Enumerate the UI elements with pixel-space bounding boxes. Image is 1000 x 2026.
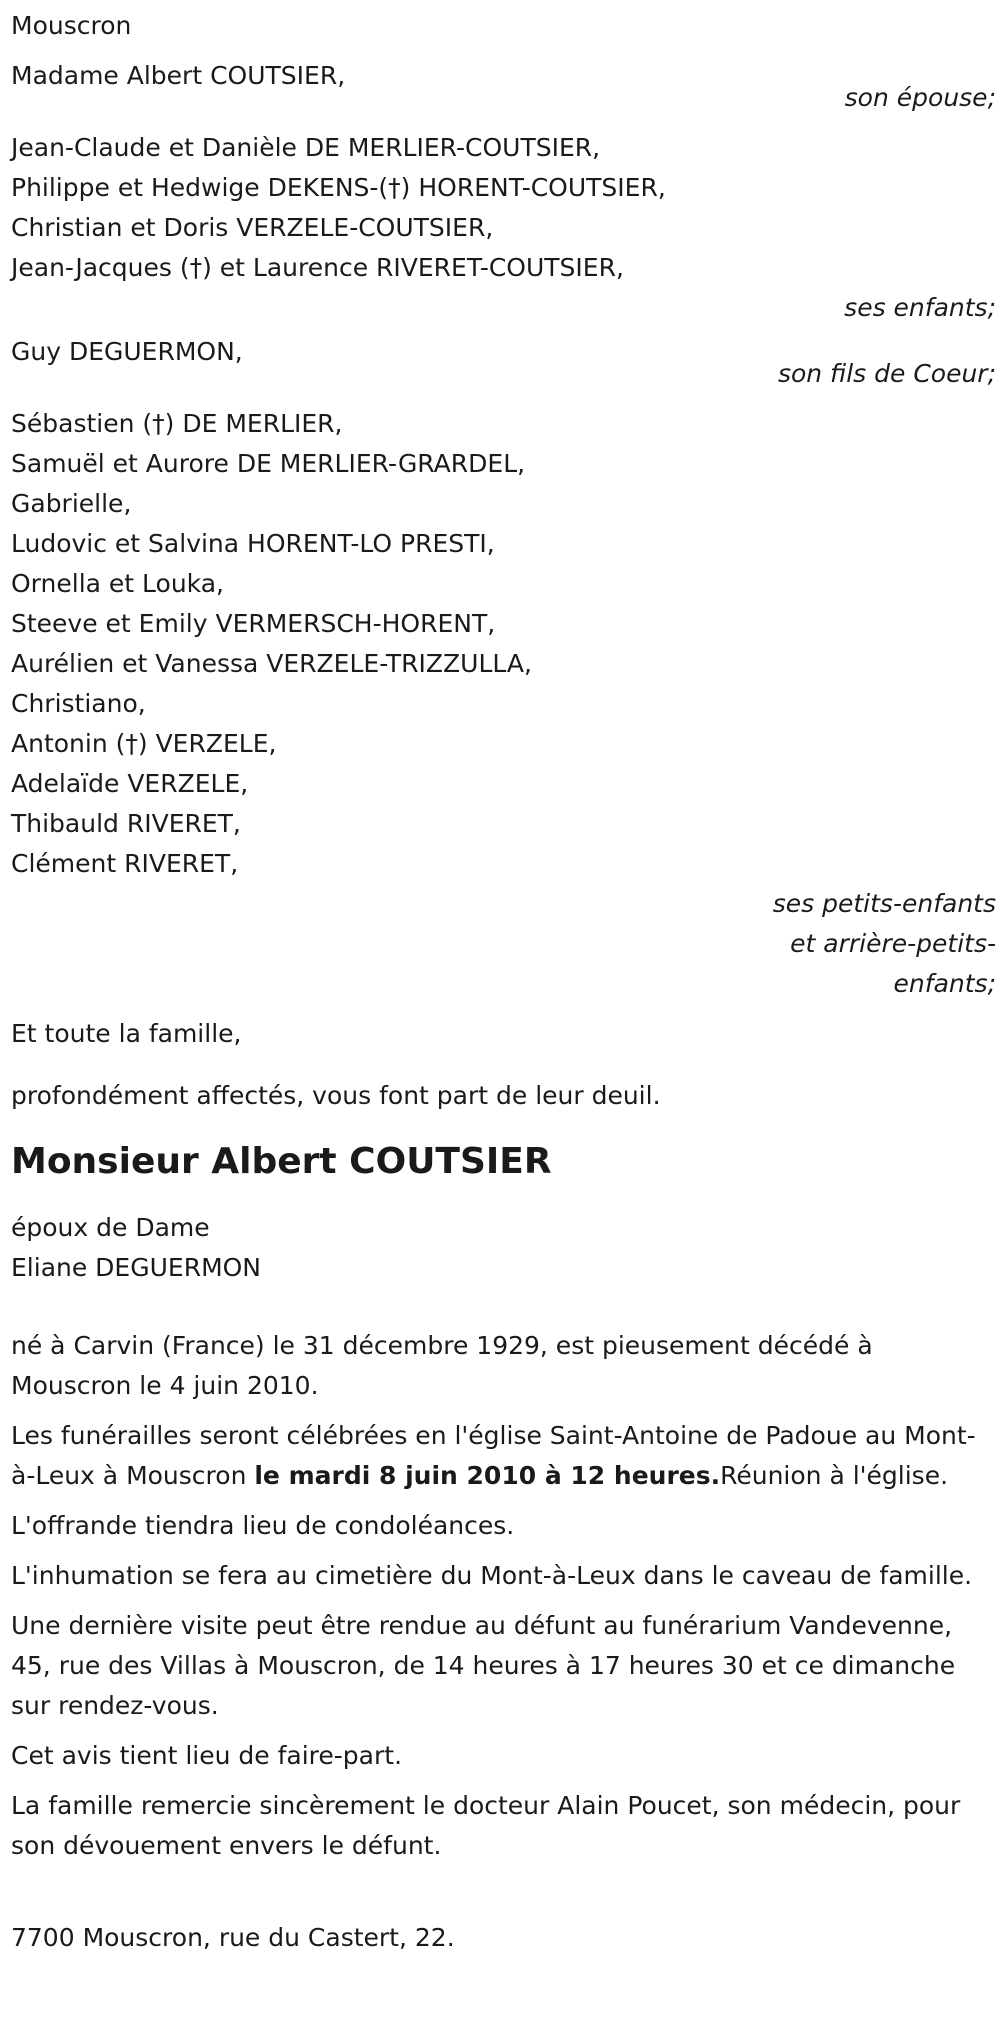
grandchild-name: Samuël et Aurore DE MERLIER-GRARDEL, xyxy=(11,449,526,478)
visit-paragraph: Une dernière visite peut être rendue au défunt au funérarium Vandevenne, 45, rue des Villas à Mouscron, de 14 heures à 17 heures 30 et ce dimanche sur rendez-vous. xyxy=(11,1611,956,1720)
grandchild-name: Ornella et Louka, xyxy=(11,569,224,598)
child-name: Jean-Jacques (†) et Laurence RIVERET-COUTSIER, xyxy=(11,253,624,282)
deceased-name: Monsieur Albert COUTSIER xyxy=(11,1141,552,1182)
children-role: ses enfants; xyxy=(844,293,996,322)
heart-son-role: son fils de Coeur; xyxy=(777,359,996,388)
grandchild-name: Sébastien (†) DE MERLIER, xyxy=(11,409,343,438)
offering-paragraph: L'offrande tiendra lieu de condoléances. xyxy=(11,1511,515,1540)
child-name: Christian et Doris VERZELE-COUTSIER, xyxy=(11,213,494,242)
grandchild-name: Christiano, xyxy=(11,689,146,718)
funeral-paragraph xyxy=(11,1416,986,1496)
heart-son-group xyxy=(11,332,1000,394)
birth-death-paragraph: né à Carvin (France) le 31 décembre 1929, est pieusement décédé à Mouscron le 4 juin 2010. xyxy=(11,1331,873,1400)
grandchildren-role-line: enfants; xyxy=(893,969,996,998)
child-name: Philippe et Hedwige DEKENS-(†) HORENT-COUTSIER, xyxy=(11,173,666,202)
announcement: profondément affectés, vous font part de leur deuil. xyxy=(11,1081,661,1110)
grandchild-name: Adelaïde VERZELE, xyxy=(11,769,249,798)
grandchildren-role-line: et arrière-petits- xyxy=(790,929,996,958)
family-line: Et toute la famille, xyxy=(11,1019,242,1048)
grandchild-name: Antonin (†) VERZELE, xyxy=(11,729,277,758)
spouse-name: Madame Albert COUTSIER, xyxy=(11,61,346,90)
funeral-date: le mardi 8 juin 2010 à 12 heures. xyxy=(254,1461,721,1490)
location: Mouscron xyxy=(11,11,132,40)
grandchild-name: Clément RIVERET, xyxy=(11,849,239,878)
funeral-text: Les funérailles seront célébrées en l'église Saint-Antoine de Padoue au Mont-à-Leux à Mouscron xyxy=(11,1421,976,1490)
heart-son-name: Guy DEGUERMON, xyxy=(11,337,243,366)
spouse-of xyxy=(11,1208,1000,1288)
grandchild-name: Ludovic et Salvina HORENT-LO PRESTI, xyxy=(11,529,495,558)
spouse-group xyxy=(11,56,1000,118)
grandchild-name: Thibauld RIVERET, xyxy=(11,809,241,838)
spouse-of-line: époux de Dame xyxy=(11,1213,210,1242)
notice-paragraph: Cet avis tient lieu de faire-part. xyxy=(11,1741,403,1770)
grandchildren-role-line: ses petits-enfants xyxy=(772,889,996,918)
address: 7700 Mouscron, rue du Castert, 22. xyxy=(11,1923,455,1952)
thanks-paragraph: La famille remercie sincèrement le docteur Alain Poucet, son médecin, pour son dévouement envers le défunt. xyxy=(11,1791,961,1860)
spouse-of-line: Eliane DEGUERMON xyxy=(11,1253,262,1282)
funeral-meeting: Réunion à l'église. xyxy=(720,1461,949,1490)
children-group xyxy=(11,128,1000,328)
spouse-role: son épouse; xyxy=(844,83,996,112)
grandchild-name: Steeve et Emily VERMERSCH-HORENT, xyxy=(11,609,496,638)
grandchild-name: Aurélien et Vanessa VERZELE-TRIZZULLA, xyxy=(11,649,532,678)
grandchildren-group xyxy=(11,404,1000,1004)
grandchild-name: Gabrielle, xyxy=(11,489,132,518)
child-name: Jean-Claude et Danièle DE MERLIER-COUTSIER, xyxy=(11,133,601,162)
burial-paragraph: L'inhumation se fera au cimetière du Mont-à-Leux dans le caveau de famille. xyxy=(11,1561,973,1590)
